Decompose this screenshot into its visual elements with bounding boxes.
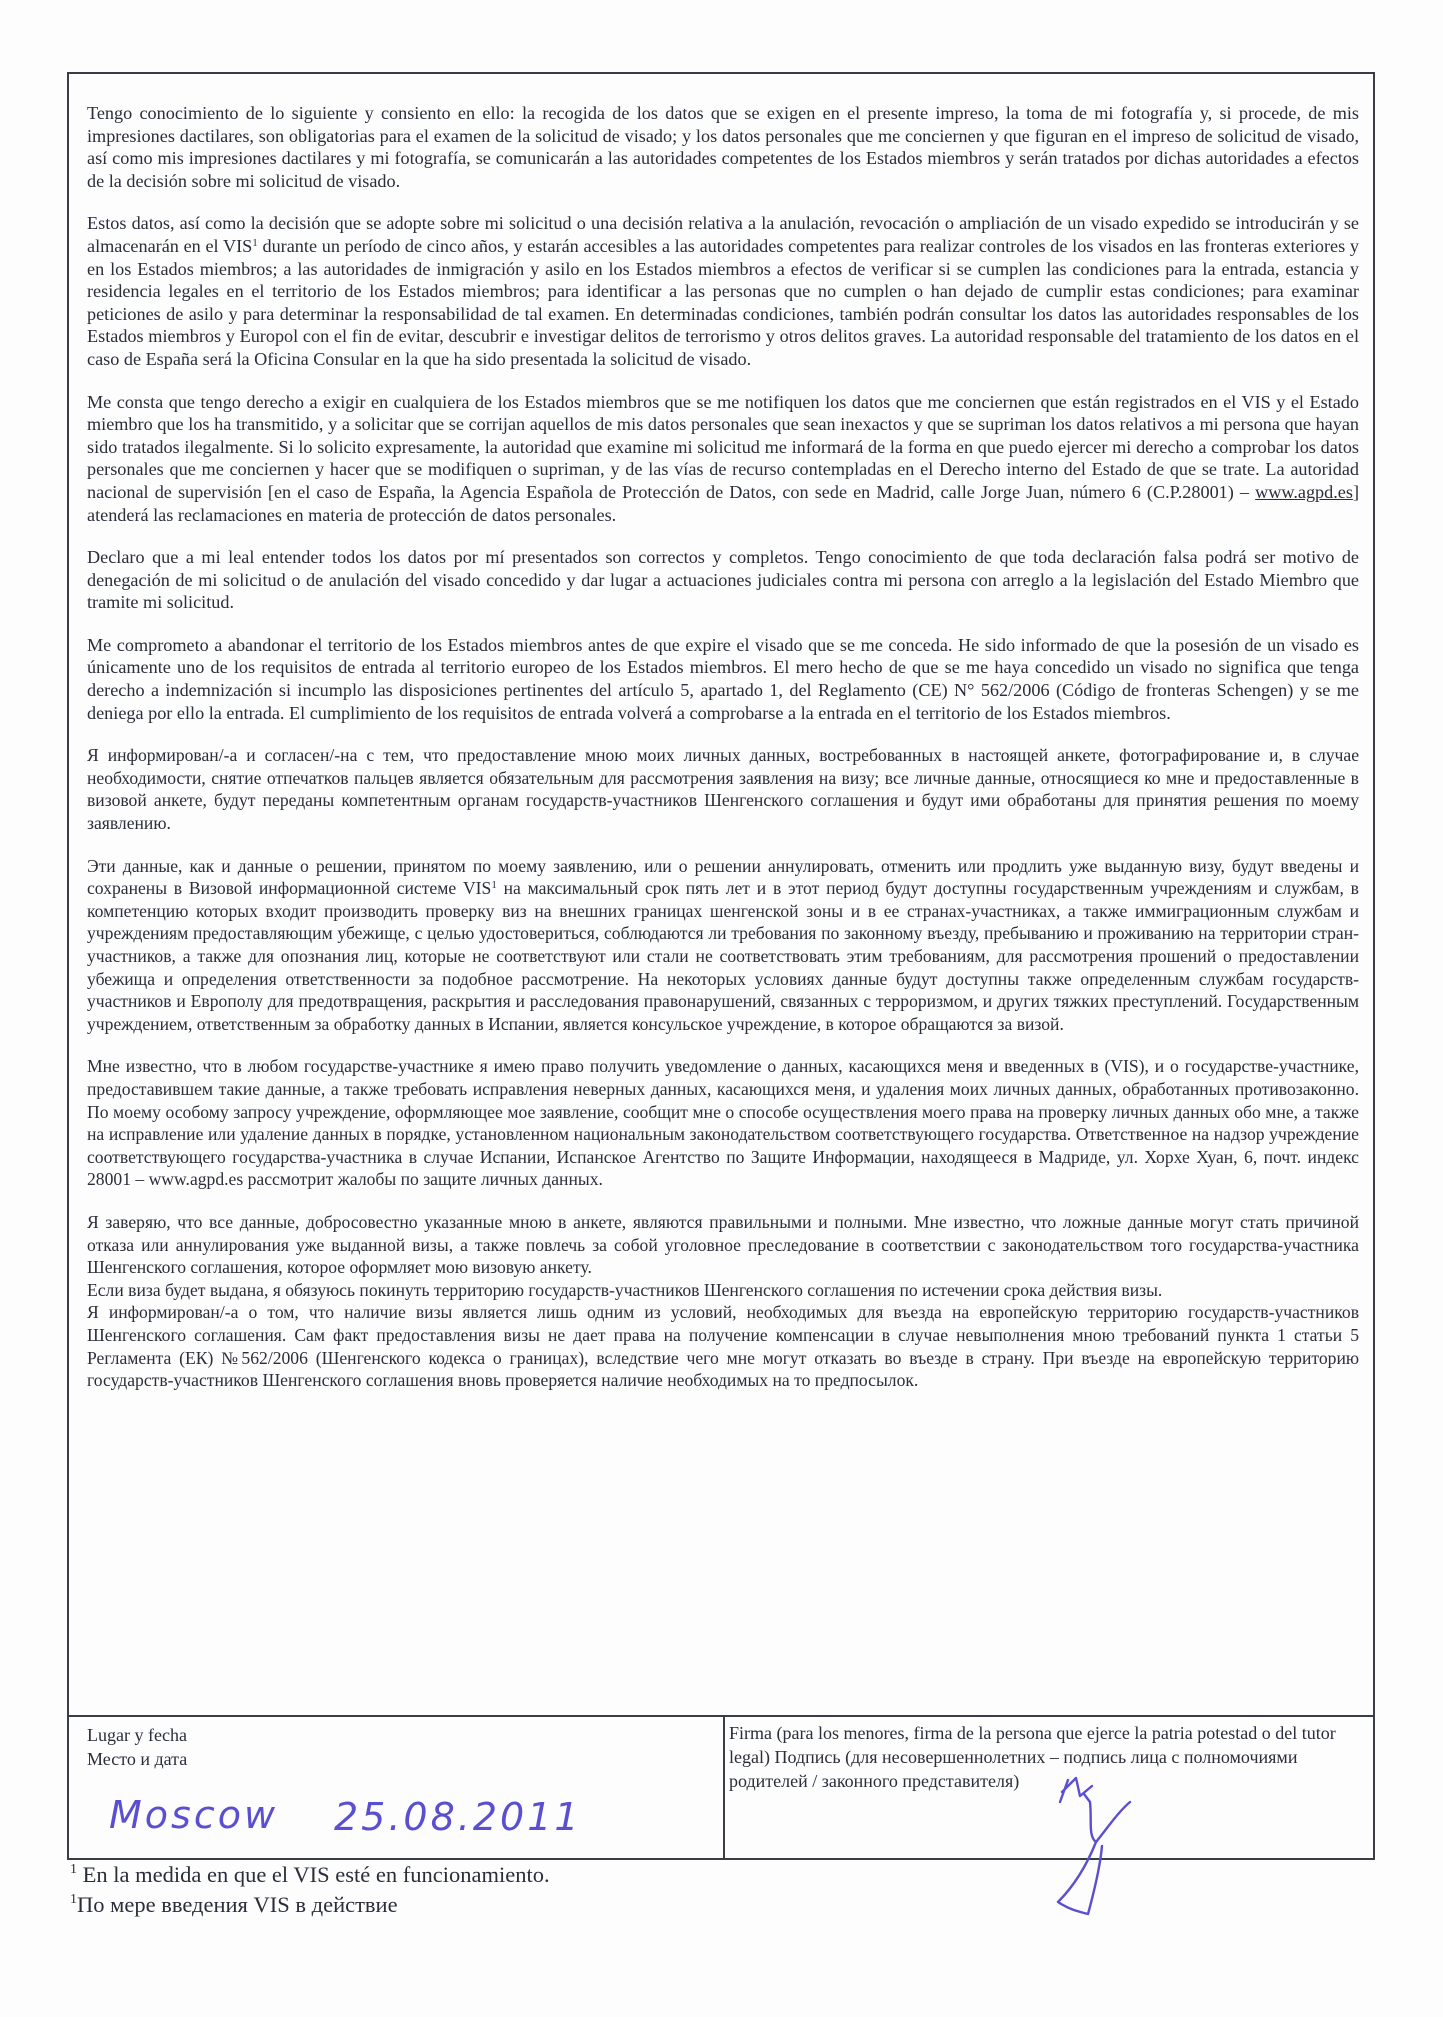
footnote-marker: 1 [70,1862,77,1877]
signature-label: Firma (para los menores, firma de la persona que ejerce la patria potestad o del tutor legal) Подпись (для несовершеннолетних – подпись лица с полномочиями родителей / законного представителя) [729,1723,1336,1791]
paragraph-es-declaration: Declaro que a mi leal entender todos los datos por mí presentados son correctos y completos. Tengo conocimiento de que toda declaración falsa podrá ser motivo de denegación de mi solicitud o de anulación del visado concedido y dar lugar a actuaciones judiciales contra mi persona con arreglo a la legislación del Estado Miembro que tramite mi solicitud. [87,547,1359,613]
text: на максимальный срок пять лет и в этот период будут доступны государственным учреждениям и службам, в компетенцию которых входит производить проверку виз на внешних границах шенгенской зоны и в ее странах-участниках, а также иммиграционным службам и учреждениям предоставляющим убежище, с целью удостовериться, соблюдаются ли требования по законному въезду, пребыванию и проживанию на территории стран-участников, а также для опознания лиц, которые не соответствуют или стали не соответствовать этим требованиям, для рассмотрения прошений о предоставлении убежища и определения ответственности за подобное рассмотрение. На некоторых условиях данные будут доступны также определенным службам государств-участников и Европолу для предотвращения, раскрытия и расследования правонарушений, связанных с терроризмом, и других тяжких преступлений. Государственным учреждением, ответственным за обработку данных в Испании, является консульское учреждение, в которое обращаются за визой. [87,878,1359,1034]
paragraph-ru-entry-conditions: Я информирован/-а о том, что наличие визы является лишь одним из условий, необходимых для въезда на европейскую территорию государств-участников Шенгенского соглашения. Сам факт предоставления визы не дает права на получение компенсации в случае невыполнения мною требований пункта 1 статьи 5 Регламента (ЕК) №562/2006 (Шенгенского кодекса о границах), вследствие чего мне могут отказать во въезде в страну. При въезде на европейскую территорию государств-участников Шенгенского соглашения вновь проверяется наличие необходимых на то предпосылок. [87,1302,1359,1391]
footnote-es [70,1860,550,1890]
footnote-text: По мере введения VIS в действие [77,1892,398,1917]
footnote-marker: 1 [70,1892,77,1907]
signature-row [69,1715,1373,1860]
paragraph-es-consent: Tengo conocimiento de lo siguiente y consiento en ello: la recogida de los datos que se exigen en el presente impreso, la toma de mi fotografía y, si procede, de mis impresiones dactilares, son obligatorias para el examen de la solicitud de visado; y los datos personales que me conciernen y que figuran en el impreso de solicitud de visado, así como mis impresiones dactilares y mi fotografía, se comunicarán a las autoridades competentes de los Estados miembros y serán tratados por dichas autoridades a efectos de la decisión sobre mi solicitud de visado. [87,103,1359,191]
handwritten-place[interactable]: Moscow [109,1793,279,1837]
declaration-text [87,102,1359,1392]
footnote-text: En la medida en que el VIS esté en funcionamiento. [77,1862,550,1887]
paragraph-es-rights [87,391,1359,527]
signature-stroke [1058,1778,1130,1914]
footnotes [70,1860,550,1920]
place-date-label-es: Lugar y fecha [87,1725,187,1745]
paragraph-ru-rights: Мне известно, что в любом государстве-участнике я имею право получить уведомление о данных, касающихся меня и введенных в (VIS), и о государстве-участнике, предоставившем такие данные, а также требовать исправления неверных данных, касающихся меня, и удаления моих личных данных, обработанных противозаконно. По моему особому запросу учреждение, оформляющее мое заявление, сообщит мне о способе осуществления моего права на проверку личных данных обо мне, а также на исправление или удаление данных в порядке, установленном национальным законодательством соответствующего государства. Ответственное на надзор учреждение соответствующего государства-участника в случае Испании, Испанское Агентство по Защите Информации, находящееся в Мадриде, ул. Хорхе Хуан, 6, почт. индекс 28001 – www.agpd.es рассмотрит жалобы по защите личных данных. [87,1056,1359,1190]
paragraph-ru-declaration: Я заверяю, что все данные, добросовестно указанные мною в анкете, являются правильными и полными. Мне известно, что ложные данные могут стать причиной отказа или аннулирования уже выданной визы, а также повлечь за собой уголовное преследование в соответствии с законодательством того государства-участника Шенгенского соглашения, которое оформляет мою визовую анкету. [87,1211,1359,1278]
agpd-link[interactable]: www.agpd.es [1255,481,1353,502]
paragraph-ru-leave-commitment: Если виза будет выдана, я обязуюсь покинуть территорию государств-участников Шенгенского соглашения по истечении срока действия визы. [87,1279,1163,1300]
handwritten-date[interactable]: 25.08.2011 [334,1795,582,1839]
handwritten-signature [1040,1772,1160,1932]
text: durante un período de cinco años, y estarán accesibles a las autoridades competentes para realizar controles de los visados en las fronteras exteriores y en los Estados miembros; a las autoridades de inmigración y asilo en los Estados miembros a efectos de verificar si se cumplen las condiciones para la entrada, estancia y residencia legales en el territorio de los Estados miembros; para identificar a las personas que no cumplen o han dejado de cumplir estas condiciones; para examinar peticiones de asilo y para determinar la responsabilidad de tal examen. En determinadas condiciones, también podrán consultar los datos las autoridades responsables de los Estados miembros y Europol con el fin de evitar, descubrir e investigar delitos de terrorismo y otros delitos graves. La autoridad responsable del tratamiento de los datos en el caso de España será la Oficina Consular en la que ha sido presentada la solicitud de visado. [87,235,1360,369]
text: ] atenderá las reclamaciones en materia de protección de datos personales. [87,481,1359,525]
text: Estos datos, así como la decisión que se adopte sobre mi solicitud o una decisión relativa a la anulación, revocación o ampliación de un visado expedido se introducirán y se almacenarán en el VIS [87,213,1359,256]
place-date-label [87,1723,187,1771]
form-box [67,72,1375,1860]
footnote-ru [70,1890,550,1920]
footnote-marker: 1 [491,879,497,892]
paragraph-ru-consent: Я информирован/-а и согласен/-на с тем, что предоставление мною моих личных данных, востребованных в настоящей анкете, фотографирование и, в случае необходимости, снятие отпечатков пальцев является обязательным для рассмотрения заявления на визу; все личные данные, относящиеся ко мне и предоставленные в визовой анкете, будут переданы компетентным органам государств-участников Шенгенского соглашения и будут ими обработаны для принятия решения по моему заявлению. [87,745,1359,834]
paragraph-es-commitment: Me comprometo a abandonar el territorio de los Estados miembros antes de que expire el visado que se me conceda. He sido informado de que la posesión de un visado es únicamente uno de los requisitos de entrada al territorio europeo de los Estados miembros. El mero hecho de que se me haya concedido un visado no significa que tenga derecho a indemnización si incumplo las disposiciones pertinentes del artículo 5, apartado 1, del Reglamento (CE) N° 562/2006 (Código de fronteras Schengen) y se me deniega por ello la entrada. El cumplimiento de los requisitos de entrada volverá a comprobarse a la entrada en el territorio de los Estados miembros. [87,634,1359,723]
text: Эти данные, как и данные о решении, принятом по моему заявлению, или о решении аннулировать, отменить или продлить уже выданную визу, будут введены и сохранены в Визовой информационной системе VIS [87,855,1359,899]
paragraph-ru-vis-storage [87,855,1359,1036]
footnote-marker: 1 [252,236,258,249]
place-date-label-ru: Место и дата [87,1749,188,1769]
text: Me consta que tengo derecho a exigir en cualquiera de los Estados miembros que se me notifiquen los datos que me conciernen que están registrados en el VIS y el Estado miembro que los ha transmitido, y a solicitar que se corrijan aquellos de mis datos personales que sean inexactos y que se supriman los datos relativos a mi persona que hayan sido tratados ilegalmente. Si lo solicito expresamente, la autoridad que examine mi solicitud me informará de la forma en que puedo ejercer mi derecho a comprobar los datos personales que me conciernen y hacer que se modifiquen o supriman, y de las vías de recurso contempladas en el Derecho interno del Estado de que se trate. La autoridad nacional de supervisión [en el caso de España, la Agencia Española de Protección de Datos, con sede en Madrid, calle Jorge Juan, número 6 (C.P.28001) – [87,391,1359,502]
place-date-cell [69,1717,725,1860]
paragraph-es-vis-storage [87,212,1359,370]
